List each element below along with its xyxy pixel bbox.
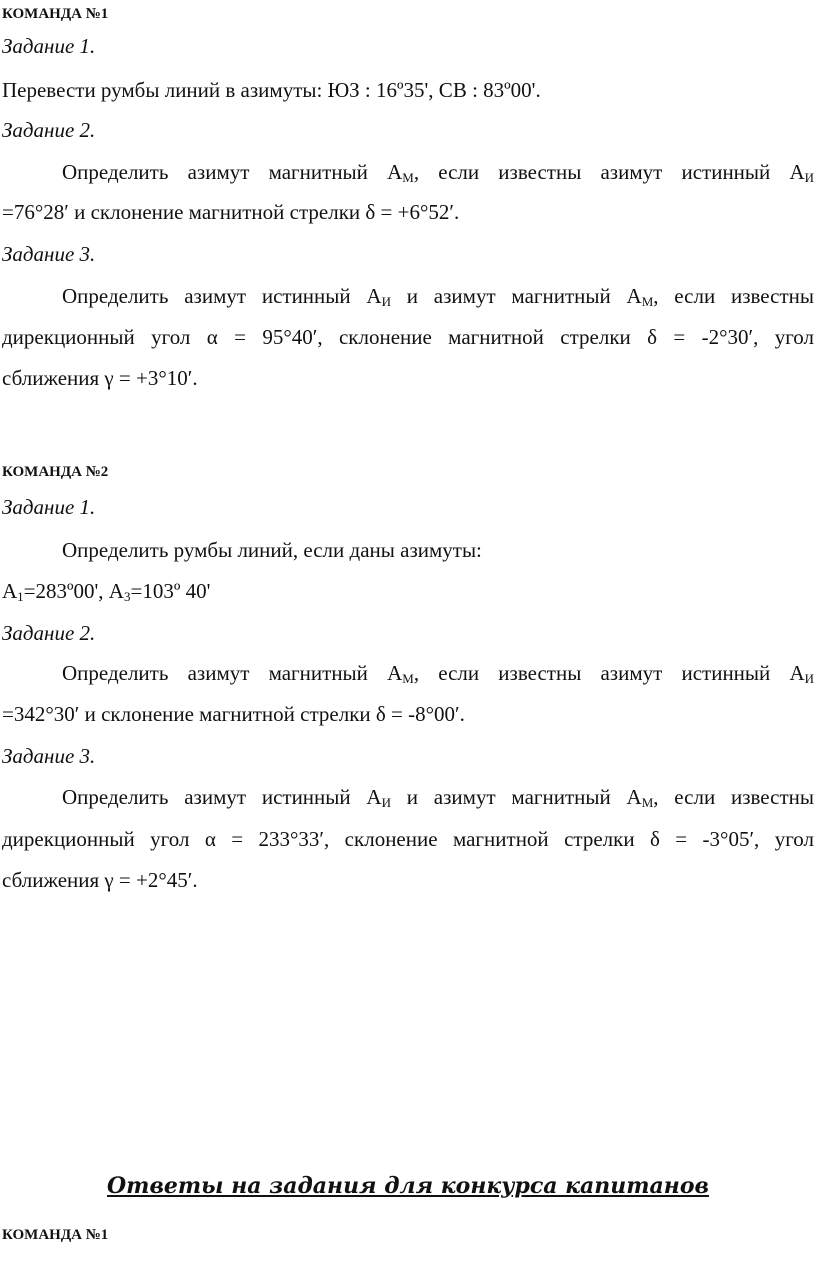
team2-task3-line2: дирекционный угол α = 233°33′, склонение магнитной стрелки δ = -3°05′, угол (2, 827, 814, 851)
team1-task3-line2: дирекционный угол α = 95°40′, склонение магнитной стрелки δ = -2°30′, угол (2, 325, 814, 349)
team1-title: КОМАНДА №1 (2, 6, 109, 22)
team2-task1-text: Определить румбы линий, если даны азимуты: (62, 538, 482, 562)
team2-task1-azimuths: $А_1=283º00'$, $А_3=103º$ 40' (2, 579, 211, 604)
team1-task1-label: Задание 1. (2, 34, 96, 58)
team1-task2-line1: Определить азимут магнитный $А_М$, если известны азимут истинный $А_И$ (62, 160, 814, 185)
answers-team1-title: КОМАНДА №1 (2, 1227, 109, 1243)
team2-task2-label: Задание 2. (2, 621, 96, 645)
team2-task3-line3: сближения γ = +2°45′. (2, 868, 198, 892)
answers-heading: Ответы на задания для конкурса капитанов (107, 1173, 709, 1199)
team2-title: КОМАНДА №2 (2, 464, 109, 480)
team1-task3-line3: сближения γ = +3°10′. (2, 366, 198, 390)
team2-task1-label: Задание 1. (2, 495, 96, 519)
team2-task2-line1: Определить азимут магнитный $А_М$, если известны азимут истинный $А_И$ (62, 661, 814, 686)
team2-task2-line2: =342°30′ и склонение магнитной стрелки δ = -8°00′. (2, 702, 465, 726)
team1-task2-line2: =76°28′ и склонение магнитной стрелки δ = +6°52′. (2, 200, 460, 224)
team1-task3-label: Задание 3. (2, 242, 96, 266)
team2-task3-label: Задание 3. (2, 744, 96, 768)
team2-task3-line1: Определить азимут истинный $А_И$ и азимут магнитный $А_М$, если известны (62, 785, 814, 810)
team1-task1-text: Перевести румбы линий в азимуты: ЮЗ : 16º35', СВ : 83º00'. (2, 78, 541, 102)
team1-task3-line1: Определить азимут истинный $А_И$ и азимут магнитный $А_М$, если известны (62, 284, 814, 309)
team1-task2-label: Задание 2. (2, 118, 96, 142)
